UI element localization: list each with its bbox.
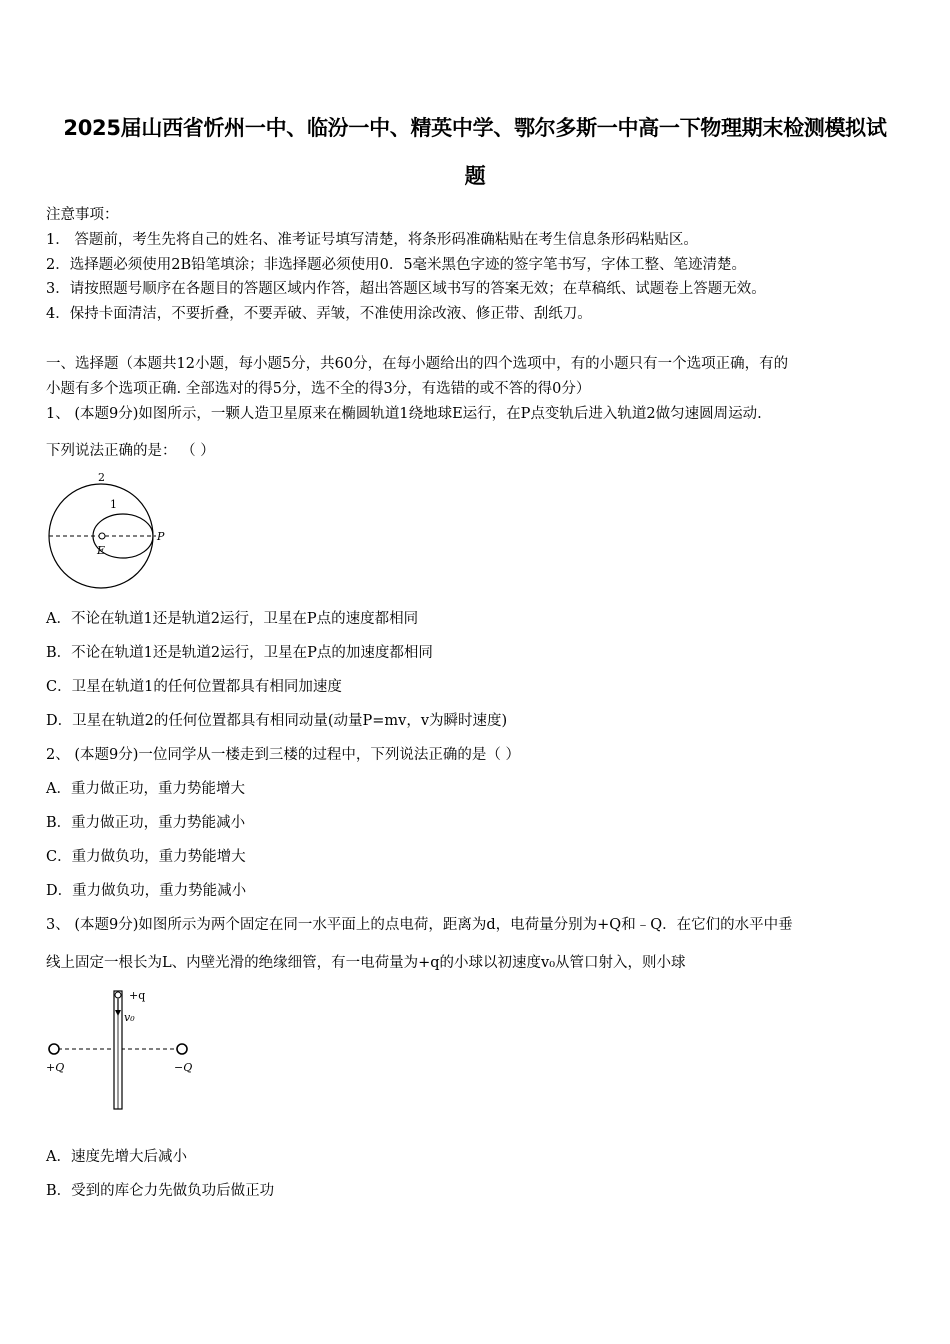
q2-option-d: D．重力做负功，重力势能减小 [46, 883, 247, 899]
exam-title-line2: 题 [464, 164, 486, 188]
q1-stem-line1: 1、 (本题9分)如图所示，一颗人造卫星原来在椭圆轨道1绕地球E运行，在P点变轨后进入轨道2做匀速圆周运动. [46, 406, 762, 422]
ball-charge-label: +q [129, 989, 146, 1002]
q1-option-a: A．不论在轨道1还是轨道2运行，卫星在P点的速度都相同 [46, 611, 419, 627]
minus-q-label: −Q [174, 1061, 193, 1074]
q3-stem-line1: 3、 (本题9分)如图所示为两个固定在同一水平面上的点电荷，距离为d，电荷量分别为+Q和﹣Q．在它们的水平中垂 [46, 917, 793, 933]
notice-heading: 注意事项： [46, 207, 119, 223]
q1-option-c: C．卫星在轨道1的任何位置都具有相同加速度 [46, 679, 342, 695]
section-instructions-line2: 小题有多个选项正确. 全部选对的得5分，选不全的得3分，有选错的或不答的得0分） [46, 381, 591, 397]
notice-item-2: 2．选择题必须使用2B铅笔填涂；非选择题必须使用0．5毫米黑色字迹的签字笔书写，字体工整、笔迹清楚。 [46, 257, 747, 273]
earth-label: E [97, 544, 106, 557]
notice-item-4: 4．保持卡面清洁，不要折叠，不要弄破、弄皱，不准使用涂改液、修正带、刮纸刀。 [46, 306, 592, 322]
q2-option-c: C．重力做负功，重力势能增大 [46, 849, 246, 865]
earth-dot [99, 533, 105, 539]
q3-option-a: A．速度先增大后减小 [46, 1149, 187, 1165]
orbit-figure [44, 468, 174, 592]
point-p-label: P [157, 530, 165, 543]
q3-option-b: B．受到的库仑力先做负功后做正功 [46, 1183, 275, 1199]
q1-stem-line2: 下列说法正确的是： （ ） [46, 443, 215, 459]
q1-option-d: D．卫星在轨道2的任何位置都具有相同动量(动量P=mv，v为瞬时速度) [46, 713, 508, 729]
minus-charge [177, 1044, 187, 1054]
charges-figure [44, 985, 204, 1115]
notice-item-3: 3．请按照题号顺序在各题目的答题区域内作答，超出答题区域书写的答案无效；在草稿纸、试题卷上答题无效。 [46, 281, 766, 297]
orbit-1-label: 1 [110, 498, 117, 511]
exam-title-line1: 2025届山西省忻州一中、临汾一中、精英中学、鄂尔多斯一中高一下物理期末检测模拟试 [63, 116, 887, 140]
q1-option-b: B．不论在轨道1还是轨道2运行，卫星在P点的加速度都相同 [46, 645, 433, 661]
orbit-2-label: 2 [98, 471, 105, 484]
notice-item-1: 1． 答题前，考生先将自己的姓名、准考证号填写清楚，将条形码准确粘贴在考生信息条形码粘贴区。 [46, 232, 698, 248]
velocity-label: v₀ [124, 1011, 135, 1024]
section-instructions-line1: 一、选择题（本题共12小题，每小题5分，共60分，在每小题给出的四个选项中，有的小题只有一个选项正确，有的 [46, 356, 789, 372]
small-ball [115, 992, 121, 998]
q2-option-b: B．重力做正功，重力势能减小 [46, 815, 246, 831]
plus-q-label: +Q [46, 1061, 65, 1074]
plus-charge [49, 1044, 59, 1054]
q3-stem-line2: 线上固定一根长为L、内壁光滑的绝缘细管，有一电荷量为+q的小球以初速度v₀从管口射入，则小球 [46, 955, 686, 971]
q2-stem: 2、 (本题9分)一位同学从一楼走到三楼的过程中，下列说法正确的是（ ） [46, 747, 520, 763]
q2-option-a: A．重力做正功，重力势能增大 [46, 781, 245, 797]
